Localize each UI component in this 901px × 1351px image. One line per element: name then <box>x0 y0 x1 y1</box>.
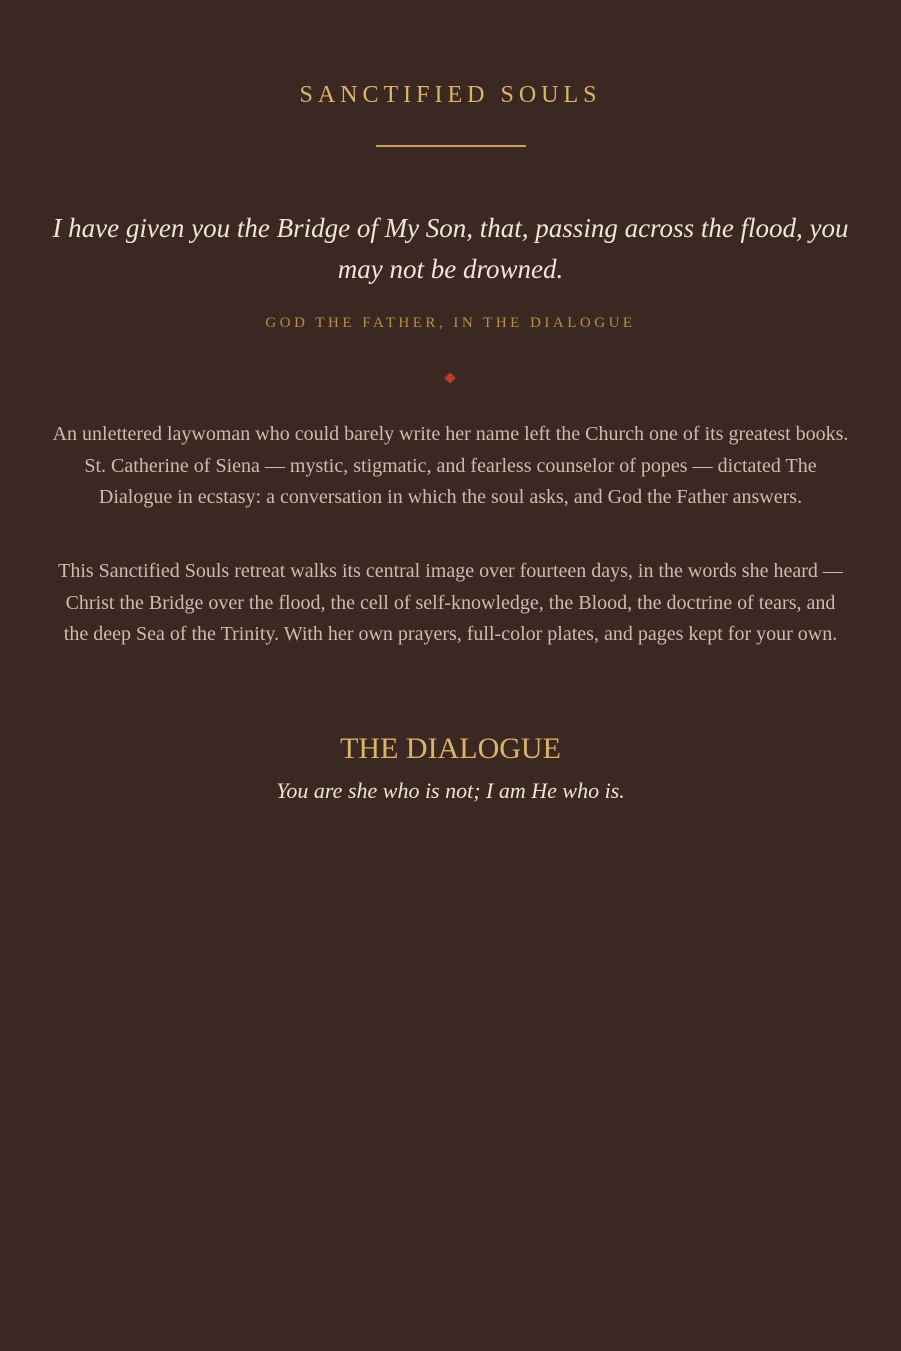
diamond-ornament-icon <box>444 372 455 383</box>
description-paragraph: This Sanctified Souls retreat walks its central image over fourteen days, in the words she heard — Christ the Bridge over the flood, the cell of self-knowledge, the Blood, the doctrine of tears, and the deep Sea of the Trinity. With her own prayers, full-color plates, and pages kept for your own. <box>58 560 843 645</box>
title-divider <box>376 145 526 147</box>
epigraph-quote: I have given you the Bridge of My Son, that, passing across the flood, you may not be drowned. <box>52 213 849 284</box>
section-title: THE DIALOGUE <box>340 732 561 765</box>
section-subtitle: You are she who is not; I am He who is. <box>276 778 625 803</box>
description-paragraph: An unlettered laywoman who could barely write her name left the Church one of its greatest books. St. Catherine of Siena — mystic, stigmatic, and fearless counselor of popes — dictated The Dialogue in ecstasy: a conversation in which the soul asks, and God the Father answers. <box>52 423 849 508</box>
brand-title: SANCTIFIED SOULS <box>299 82 602 108</box>
epigraph-attribution: GOD THE FATHER, IN THE DIALOGUE <box>265 315 636 331</box>
